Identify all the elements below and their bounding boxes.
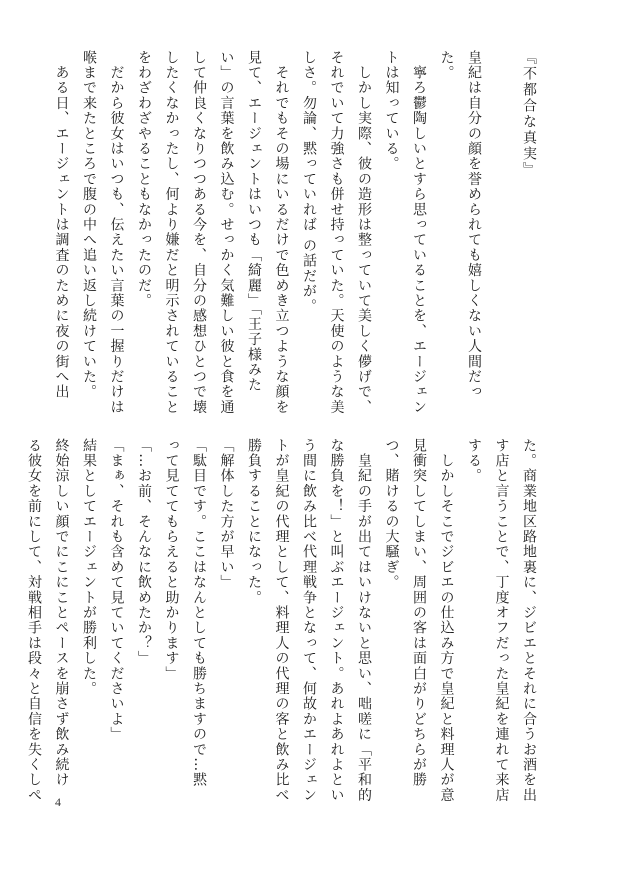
upper-line-15: だから彼女はいつも、伝えたい言葉の一握りだけは [108, 50, 125, 415]
lower-line-11: 「解体した方が早い」 [218, 438, 235, 590]
lower-line-15: 「まぁ、それも含めて見ていてくださいよ」 [108, 438, 125, 742]
upper-line-1 [487, 50, 515, 415]
upper-line-5: トは知っている。 [383, 50, 400, 172]
upper-line-17: ある日、エージェントは調査のために夜の街へ出 [53, 50, 70, 400]
lower-line-16: 結果としてエージェントが勝利した。 [81, 438, 97, 697]
upper-line-8: しさ。勿論、黙っていれば の話だが。 [301, 50, 317, 315]
lower-line-4: 見衝突してしまい、周囲の客は面白がりどちらが勝 [411, 438, 427, 788]
lower-text-column [26, 438, 542, 808]
lower-line-0: た。商業地区路地裏に、ジビエとそれに合うお酒を出 [521, 438, 537, 803]
upper-line-0: 『不都合な真実』 [521, 50, 537, 178]
upper-line-11: い」の言葉を飲み込む。せっかく気難しい彼と食を通 [218, 50, 235, 415]
upper-line-9: それでもその場にいるだけで色めき立つような顔を [273, 50, 290, 415]
lower-line-6: 皇紀の手が出てはいけないと思い、咄嗟に「平和的 [356, 438, 372, 803]
page-number: 4 [55, 795, 61, 809]
upper-line-10: 見て、エージェントはいつも「綺麗」「王子様みた [246, 50, 262, 393]
lower-line-8: う間に飲み比べ代理戦争となって、何故かエージェン [301, 438, 317, 803]
lower-line-14: 「…お前、そんなに飲めたか？」 [136, 438, 152, 666]
upper-line-12: して仲良くなりつつある今を、自分の感想ひとつで壊 [191, 50, 207, 415]
upper-line-2: 皇紀は自分の顔を誉められても嬉しくない人間だっ [466, 50, 482, 400]
lower-line-2: する。 [466, 438, 482, 484]
lower-line-13: って見ててもらえると助かります」 [163, 438, 180, 682]
upper-line-16: 喉まで来たところで腹の中へ追い返し続けていた。 [81, 50, 97, 400]
upper-line-13: したくなかったし、何より嫌だと明示されていること [163, 50, 180, 415]
upper-line-3: た。 [438, 50, 455, 81]
upper-line-4: 寧ろ鬱陶しいとすら思っていることを、エージェン [411, 50, 427, 415]
upper-line-6: しかし実際、彼の造形は整っていて美しく儚げで、 [356, 50, 372, 415]
lower-line-18: る彼女を前にして、対戦相手は段々と自信を失くしぺ [26, 438, 42, 803]
lower-line-10: 勝負することになった。 [246, 438, 262, 606]
lower-line-5: つ、賭けるの大騒ぎ。 [383, 438, 400, 590]
upper-line-7: それでいて力強さも併せ持っていた。天使のような美 [328, 50, 345, 415]
upper-text-column [42, 50, 542, 415]
lower-line-12: 「駄目です。ここはなんとしても勝ちますので…黙 [191, 438, 207, 788]
lower-line-1: す店と言うことで、丁度オフだった皇紀を連れて来店 [493, 438, 510, 803]
upper-line-14: をわざわざやることもなかったのだ。 [136, 50, 152, 309]
lower-line-9: トが皇紀の代理として、料理人の代理の客と飲み比べ [273, 438, 290, 803]
lower-line-3: しかしそこでジビエの仕込み方で皇紀と料理人が意 [438, 438, 455, 803]
lower-line-17: 終始涼しい顔でにこにことペースを崩さず飲み続け [53, 438, 70, 788]
lower-line-7: な勝負を！」と叫ぶエージェント。あれよあれよとい [328, 438, 345, 803]
